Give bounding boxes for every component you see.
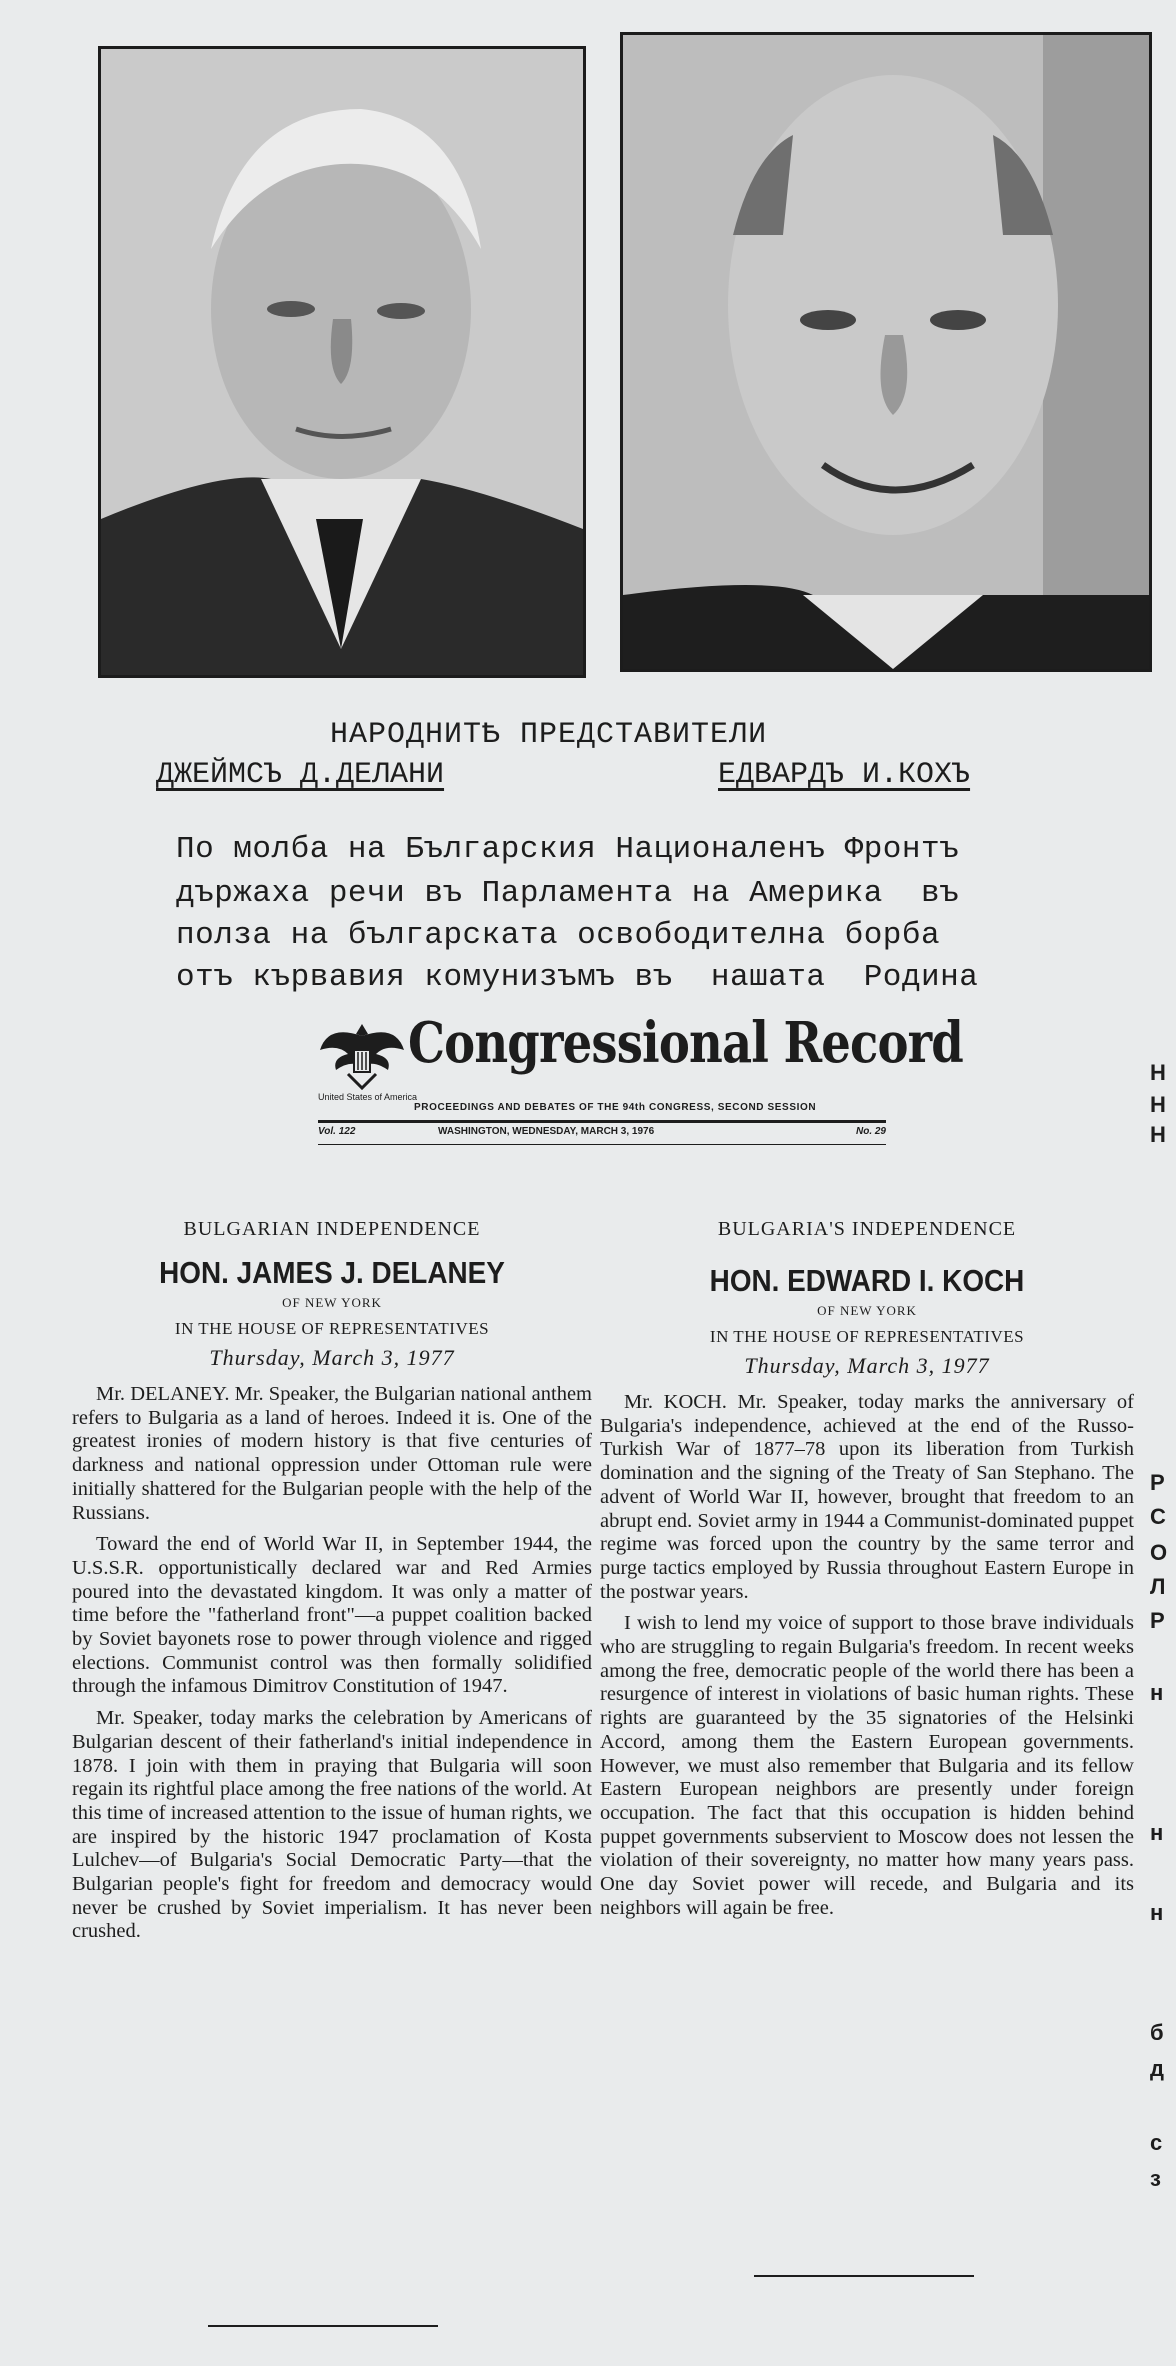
bulgarian-text-line: По молба на Българския Националенъ Фронтъ xyxy=(176,832,960,867)
portrait-koch-image xyxy=(623,35,1149,669)
edge-glyph: Р xyxy=(1150,1470,1165,1495)
masthead-volume: Vol. 122 xyxy=(318,1126,356,1137)
eagle-seal-icon xyxy=(318,1014,406,1094)
edge-glyph: н xyxy=(1150,1900,1164,1925)
article-house: IN THE HOUSE OF REPRESENTATIVES xyxy=(709,1327,1025,1346)
article-body xyxy=(72,1383,592,1944)
article-paragraph: I wish to lend my voice of support to those brave individuals who are struggling to regain Bulgaria's freedom. In recent weeks among the free, democratic people of the world there has been a resurgence of interest in violations of basic human rights. These rights are guaranteed by the 35 signatories of the Helsinki Accord, among them the Eastern European governments. However, we must also remember that Bulgaria and its fellow Eastern European neighbors are presently under foreign occupation. The fact that this occupation is hidden behind puppet governments subservient to Moscow does not lessen the violation of their sovereignty, no matter how many years pass. One day Soviet power will recede, and Bulgaria and its neighbors will again be free. xyxy=(600,1612,1134,1919)
portrait-delaney-image xyxy=(101,49,583,675)
edge-glyph: Н xyxy=(1150,1060,1166,1085)
edge-glyph: с xyxy=(1150,2130,1163,2155)
article-section-title: BULGARIA'S INDEPENDENCE xyxy=(717,1218,1017,1240)
edge-glyph: н xyxy=(1150,1820,1164,1845)
edge-glyph: О xyxy=(1150,1540,1168,1565)
masthead-side-label: United States of America xyxy=(318,1092,418,1102)
article-state: OF NEW YORK xyxy=(817,1303,917,1318)
edge-glyph: н xyxy=(1150,1680,1164,1705)
portrait-photo-right xyxy=(620,32,1152,672)
article-left xyxy=(72,1218,592,1952)
article-right xyxy=(600,1218,1134,1928)
masthead-rule xyxy=(318,1120,886,1123)
article-paragraph: Mr. KOCH. Mr. Speaker, today marks the anniversary of Bulgaria's independence, achieved at the end of the Russo-Turkish War of 1877–78 upon its liberation from Turkish domination and the signing of the Treaty of San Stephano. The advent of World War II, however, brought that freedom to an abrupt end. Soviet army in 1944 a Communist-dominated puppet regime was forced upon the country by the same terror and purge tactics employed by Russia throughout Eastern Europe in the postwar years. xyxy=(600,1391,1134,1603)
article-body xyxy=(600,1391,1134,1920)
masthead-place-date: WASHINGTON, WEDNESDAY, MARCH 3, 1976 xyxy=(438,1126,655,1137)
bulgarian-text-line: полза на българската освободителна борба xyxy=(176,918,941,953)
bulgarian-text-line: отъ кървавия комунизъмъ въ нашата Родина xyxy=(176,960,979,995)
masthead-number: No. 29 xyxy=(855,1126,886,1137)
edge-glyph: Н xyxy=(1150,1122,1166,1147)
article-paragraph: Toward the end of World War II, in September 1944, the U.S.S.R. opportunistically declared war and Red Armies poured into the devastated kingdom. It was only a matter of time before the "fatherland front"—a puppet coalition backed by Soviet bayonets rose to power through violence and rigged elections. Communist control was then formally solidified through the infamous Dimitrov Constitution of 1947. xyxy=(72,1533,592,1698)
caption-name-left: ДЖЕЙМСЪ Д.ДЕЛАНИ xyxy=(156,758,445,792)
caption-title: НАРОДНИТѢ ПРЕДСТАВИТЕЛИ xyxy=(330,718,768,752)
caption-name-right: ЕДВАРДЪ И.КОХЪ xyxy=(718,758,971,792)
article-date: Thursday, March 3, 1977 xyxy=(744,1353,990,1378)
edge-glyph: Р xyxy=(1150,1608,1165,1633)
edge-glyph: Н xyxy=(1150,1092,1166,1117)
article-paragraph: Mr. DELANEY. Mr. Speaker, the Bulgarian national anthem refers to Bulgaria as a land of heroes. Indeed it is. One of the greatest ironies of modern history is that five centuries of darkness and national oppression under Ottoman rule were initially shattered for the Bulgarian people with the help of the Russians. xyxy=(72,1383,592,1524)
article-speaker: HON. EDWARD I. KOCH xyxy=(709,1263,1025,1298)
article-date: Thursday, March 3, 1977 xyxy=(209,1345,455,1370)
edge-glyph: С xyxy=(1150,1504,1166,1529)
edge-glyph: д xyxy=(1150,2056,1164,2081)
article-speaker: HON. JAMES J. DELANEY xyxy=(159,1255,505,1290)
article-section-title: BULGARIAN INDEPENDENCE xyxy=(183,1218,481,1240)
portrait-photo-left xyxy=(98,46,586,678)
article-end-rule xyxy=(208,2325,438,2327)
bulgarian-text-line: държаха речи въ Парламента на Америка въ xyxy=(176,876,960,911)
article-house: IN THE HOUSE OF REPRESENTATIVES xyxy=(174,1319,490,1338)
masthead-title: Congressional Record xyxy=(408,1010,963,1076)
article-end-rule xyxy=(754,2275,974,2277)
congressional-record-masthead xyxy=(318,1010,963,1160)
article-state: OF NEW YORK xyxy=(282,1295,382,1310)
masthead-rule xyxy=(318,1144,886,1145)
edge-glyph: Л xyxy=(1150,1574,1166,1599)
edge-glyph: б xyxy=(1150,2020,1164,2045)
article-paragraph: Mr. Speaker, today marks the celebration by Americans of Bulgarian descent of their fatherland's initial independence in 1878. I join with them in praying that Bulgaria will soon regain its rightful place among the free nations of the world. At this time of increased attention to the issue of human rights, we are inspired by the historic 1947 proclamation of Kosta Lulchev—of Bulgaria's Social Democratic Party—that the Bulgarian people's fight for freedom and democracy would never be crushed by Soviet imperialism. It has never been crushed. xyxy=(72,1707,592,1943)
masthead-subtitle: PROCEEDINGS AND DEBATES OF THE 94th CONGRESS, SECOND SESSION xyxy=(414,1102,817,1113)
edge-glyph: з xyxy=(1150,2166,1161,2191)
